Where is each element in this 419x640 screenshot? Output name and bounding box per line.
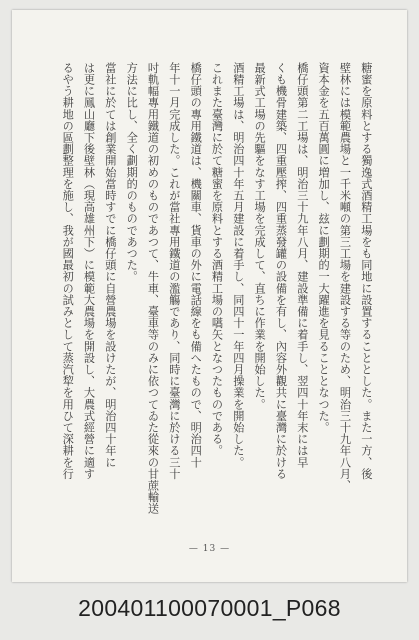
text-column-9: 橋仔頭の專用鐵道は、機關車、貨車の外に電話線をも備へたもので、明治四十 [189,62,203,468]
text-column-7: 酒精工場は、明治四十年五月建設に着手し、同四十一年四月操業を開始した。 [231,62,245,468]
text-column-13: 當社に於ては創業開始當時すでに橋仔頭に自營農場を設けたが、明治四十年に [103,62,117,468]
vertical-text-block [61,62,373,515]
text-column-1: 糖蜜を原料とする獨逸式酒精工場をも同地に設置することとした。また一方、後 [359,62,373,480]
text-column-8: これまた臺灣に於て糖蜜を原料とする酒精工場の嚆矢となつたものである。 [210,62,224,457]
text-column-11: 吋軌幅專用鐵道の初めのものであつて、牛車、臺車等のみに依つてゐた從來の甘蔗輸送 [146,62,160,515]
image-caption: 200401100070001_P068 [78,595,341,621]
text-column-12: 方法に比し、全く劃期的のものであつた。 [125,62,139,283]
text-column-2: 壁林には模範農場と一千米噸の第三工場を建設する等のため、明治三十九年八月、 [338,62,352,492]
page-number: — 13 — [188,544,231,554]
text-column-14: は更に鳳山廳下後壁林（現高雄州下）に模範大農場を開設し、大農式經營に適す [82,62,96,480]
text-column-5: くも機骨建築、四重壓搾、四重蒸發罐の設備を有し、內容外觀共に臺灣に於ける [274,62,288,480]
text-column-3: 資本金を五百萬圓に増加し、玆に劃期的一大躍進を見ることとなつた。 [317,62,331,434]
document-page [12,10,407,582]
text-column-4: 橋仔頭第二工場は、明治三十九年八月、建設準備に着手し、翌四十年末には早 [295,62,309,468]
text-column-15: るやう耕地の區劃整理を施し、我が國最初の試みとして蒸汽犂を用ひて深耕を行 [61,62,75,480]
text-column-10: 年十一月完成した。これが當社專用鐵道の濫觴であり、同時に臺灣に於ける三十 [167,62,181,480]
text-column-6: 最新式工場の先驅をなす工場を完成して、直ちに作業を開始した。 [253,62,267,410]
